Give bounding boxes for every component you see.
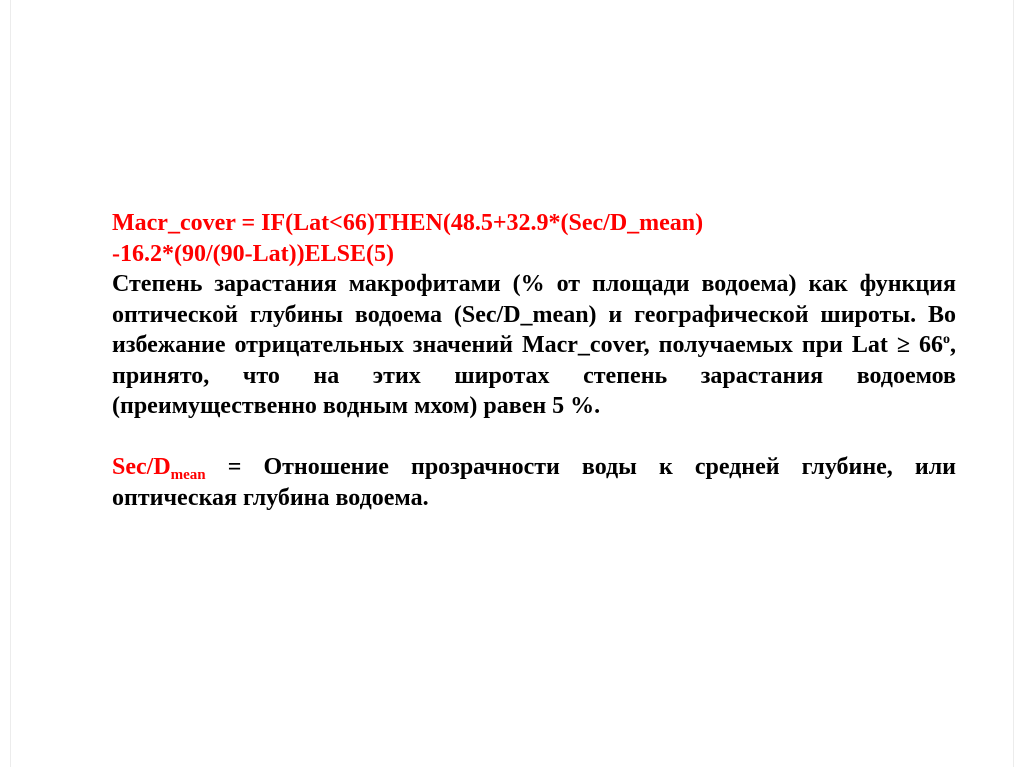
definition-paragraph xyxy=(112,452,956,513)
formula-line-2: -16.2*(90/(90-Lat))ELSE(5) xyxy=(112,240,394,267)
slide-content xyxy=(112,208,956,513)
paragraph-spacer xyxy=(112,422,956,453)
formula-line-1: Macr_cover = IF(Lat<66)THEN(48.5+32.9*(Sec/D_mean) xyxy=(112,210,704,236)
definition-term-main: Sec/D xyxy=(112,454,171,480)
description-text-end: , принято, что на этих широтах степень зарастания водоемов (преимущественно водным мхом) равен 5 %. xyxy=(112,332,956,419)
description-paragraph xyxy=(112,269,956,422)
description-text: Степень зарастания макрофитами (% от площади водоема) как функция оптической глубины водоема (Sec/D_mean) и географической широты. Во избежание отрицательных значений Macr_cover, получаемых при Lat ≥ 66 xyxy=(112,271,956,358)
definition-text: = Отношение прозрачности воды к средней глубине, или оптическая глубина водоема. xyxy=(112,454,956,511)
definition-term xyxy=(112,454,206,483)
degree-superscript: o xyxy=(943,332,950,347)
definition-term-subscript: mean xyxy=(170,467,206,483)
